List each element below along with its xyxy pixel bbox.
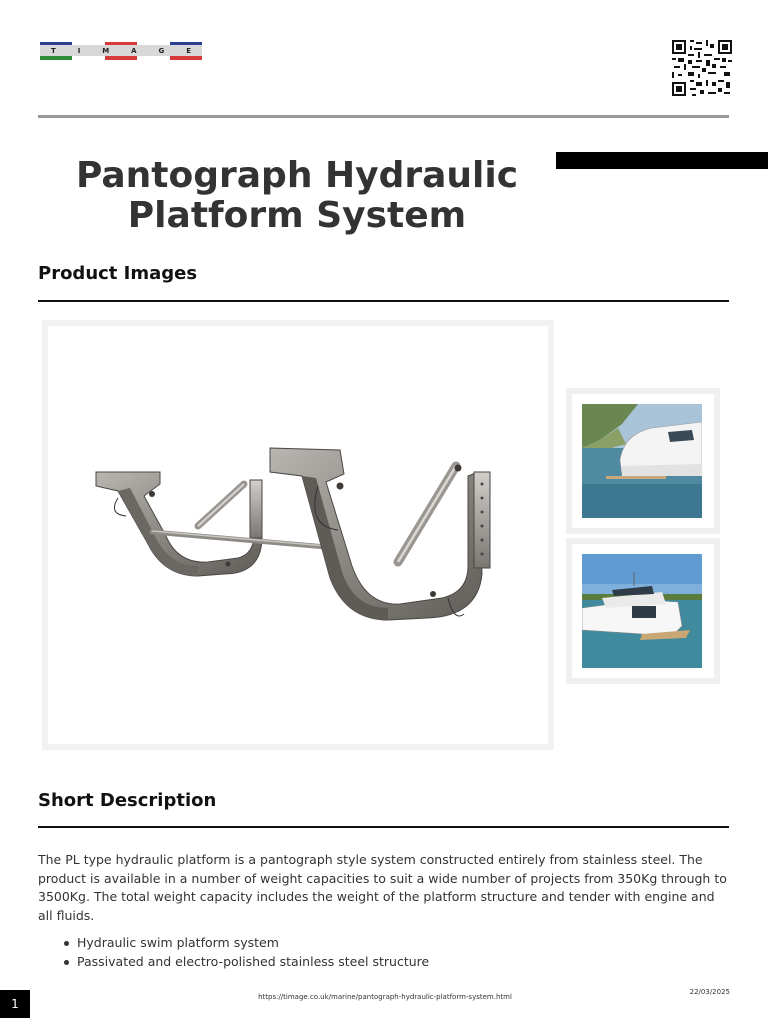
list-item: Hydraulic swim platform system bbox=[62, 933, 429, 952]
thumbnail-image[interactable] bbox=[566, 388, 720, 534]
logo-letter: A bbox=[131, 46, 137, 55]
section-divider bbox=[38, 826, 729, 828]
page-title-line-2: Platform System bbox=[127, 195, 467, 236]
footer-date: 22/03/2025 bbox=[689, 988, 730, 996]
logo-letter: T bbox=[50, 46, 56, 55]
short-description-heading: Short Description bbox=[38, 790, 217, 811]
logo-letter: M bbox=[102, 46, 110, 55]
logo-letter: I bbox=[77, 46, 81, 55]
logo-letter: E bbox=[186, 46, 191, 55]
thumbnail-image[interactable] bbox=[566, 538, 720, 684]
page-number: 1 bbox=[0, 990, 30, 1018]
section-divider bbox=[38, 300, 729, 302]
logo-letter: G bbox=[158, 46, 165, 55]
footer-url[interactable]: https://timage.co.uk/marine/pantograph-hydraulic-platform-system.html bbox=[258, 993, 512, 1001]
product-images-heading: Product Images bbox=[38, 263, 198, 284]
boat-platform-lowered-photo bbox=[582, 404, 702, 518]
company-logo bbox=[40, 42, 202, 61]
boat-stern-tender-photo bbox=[582, 554, 702, 668]
feature-list bbox=[62, 933, 429, 971]
list-item: Passivated and electro-polished stainless steel structure bbox=[62, 952, 429, 971]
header-divider bbox=[38, 115, 729, 118]
page-title bbox=[40, 156, 554, 236]
qr-code-icon[interactable] bbox=[672, 40, 732, 96]
main-product-image[interactable] bbox=[42, 320, 554, 750]
stainless-steel-frame-illustration bbox=[48, 326, 548, 744]
description-paragraph: The PL type hydraulic platform is a pantograph style system constructed entirely from stainless steel. The product is available in a number of weight capacities to suit a wide number of projects from 350Kg through to 3500Kg. The total weight capacity includes the weight of the platform structure and tender with engine and all fluids. bbox=[38, 852, 727, 923]
page-title-line-1: Pantograph Hydraulic bbox=[75, 155, 519, 196]
decorative-bar bbox=[556, 152, 768, 169]
